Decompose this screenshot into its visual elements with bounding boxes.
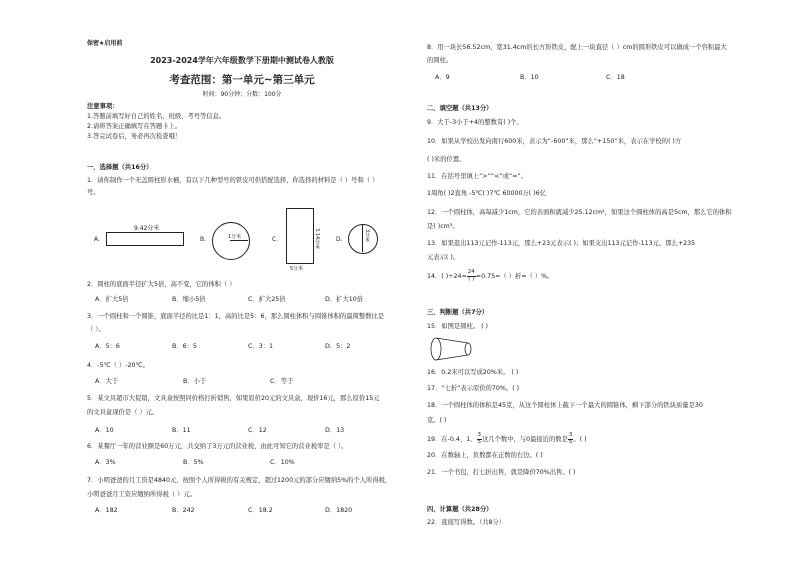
q2-option-c: C．扩大25倍 [248,296,286,303]
q6-option-a: A．3% [95,459,116,466]
question-11-row: 1周角( )2直角 -5℃( )7℃ 60000万( )6亿 [427,190,547,197]
q7-option-b: B．242 [172,507,195,514]
paper-time: 时间：90分钟；分数：100分 [202,91,282,98]
q14-numerator: 24 [467,269,475,275]
q19-denominator-2: 5 [568,438,573,445]
question-18-cont: 克。( ) [427,417,447,424]
dimension-label: 3.14分米 [314,228,320,250]
q3-option-b: B．6：5 [172,343,197,350]
section-choice: 一、选择题（共16分） [87,164,153,171]
section-fill: 二、填空题（共13分） [427,105,493,112]
question-5: 5．某文具超市大促销，文具盒按照同价格打折销售，如果原价20元的文具盒，现价16元，那么原价15元 [87,395,380,402]
q5-option-a: A．10 [95,427,114,434]
q5-option-c: C．12 [248,427,267,434]
q5-option-b: B．11 [172,427,191,434]
question-8: 8．用一块长56.52cm，宽31.4cm的长方形铁皮，配上一块直径（ ）cm的圆形铁皮可以做成一个容积最大 [427,44,727,51]
q19-middle: 这几个数中，与0最接近的数是 [482,436,568,443]
q4-option-a: A．大于 [95,378,119,385]
question-10: 10．如果从学校出发向南行600米，表示为“-600”米，那么“+150”米，表示在学校的( )方 [427,138,682,145]
q4-option-b: B．小于 [183,378,207,385]
question-17: 17．“七折”表示原价的70%。( ) [427,385,520,392]
q8-option-a: A．9 [435,74,450,81]
q8-option-c: C．18 [606,74,625,81]
frustum-figure [430,336,474,362]
note-item: 1.答题前填写好自己的姓名、班级、考号等信息。 [87,113,226,120]
circle-figure-d [348,224,378,254]
q3-option-a: A．5：6 [95,343,120,350]
question-8-cont: 的圆柱。 [427,57,453,64]
q2-option-a: A．扩大5倍 [95,296,129,303]
question-21: 21．一个书包，打七折出售，就是降价70%出售。( ) [427,469,576,476]
paper-scope: 考查范围：第一单元~第三单元 [169,74,315,86]
q6-option-c: C．10% [270,459,295,466]
question-3: 3．一个圆柱和一个圆锥，底面半径的比是1：1，高的比是5：6，那么圆柱体积与圆锥体积的最简整数比是 [87,313,385,320]
q8-option-b: B．10 [520,74,539,81]
q4-option-c: C．等于 [270,378,294,385]
question-2: 2．圆柱的底面半径扩大5倍，高不变，它的体积（ ） [87,281,236,288]
section-judge: 三、判断题（共7分） [427,309,489,316]
question-13-cont: 元表示( )。 [427,254,460,261]
question-7-cont: 小明爸爸月工资应缴纳所得税（ ）元。 [87,491,197,498]
question-12-cont: 是( )cm³。 [427,223,459,230]
q3-option-c: C．3：1 [248,343,274,350]
rectangle-figure-c [286,208,314,264]
question-7: 7．小明爸爸的月工资是4840元，按照个人所得税的有关规定，超过1200元的部分应缴纳5%的个人所得税， [87,477,392,484]
q2-option-d: D．扩大10倍 [325,296,364,303]
secret-label: 保密★启用前 [87,40,123,47]
q19-numerator-2: 3 [568,432,573,438]
note-item: 3.答完试卷后，务必再次检查哦！ [87,133,182,140]
paper-title: 2023-2024学年六年级数学下册期中测试卷人教版 [150,56,334,65]
question-12: 12．一个圆柱体，高每减少1cm，它的表面积就减少25.12cm²，如果这个圆柱体的高是5cm，那么它的体积 [427,209,732,216]
q14-fraction [467,270,476,282]
question-19 [427,433,587,445]
q3-option-d: D．5：2 [325,343,351,350]
question-15: 15．如图是圆柱。 ( ) [427,323,489,330]
section-calc: 四、计算题（共28分） [427,506,493,513]
q19-suffix: 。( ) [573,436,587,443]
question-11: 11．在括号里填上“>”“<”或“=”。 [427,173,528,180]
question-14 [427,270,553,282]
question-20: 20．在数轴上，负数都在正数的右边。( ) [427,452,543,459]
q2-option-b: B．缩小5倍 [172,296,206,303]
q5-option-d: D．13 [325,427,345,434]
option-label: D． [336,236,347,243]
q14-suffix: =0.75=（ ）折=（ ）%。 [475,273,554,280]
option-label: A． [94,236,105,243]
q14-prefix: 14．( )÷24= [427,273,467,280]
option-label: B． [200,236,211,243]
q19-prefix: 19．在-0.4、1、 [427,436,477,443]
radius-line [230,240,248,241]
question-1-cont: 号。 [87,189,100,196]
notes-title: 注意事项： [87,103,119,110]
question-22: 22．直接写得数。（共8分） [427,519,506,526]
question-6: 6．某餐厅一年的营业额是60万元，共交纳了3万元的营业税，由此可知它的营业税率是（ ）。 [87,443,348,450]
q7-option-c: C．18.2 [248,507,273,514]
note-item: 2.请将答案正确填写在答题卡上。 [87,123,182,130]
dimension-label: 1分米 [228,234,242,240]
rectangle-figure-a [106,232,184,246]
question-1: 1．请你制作一个无盖圆柱形水桶，有以下几种型号的铁皮可供搭配选择，你选择的材料是（ ）号和（ ） [87,177,379,184]
question-10-cont: ( )米的位置。 [427,156,466,163]
circle-figure-b [212,222,250,260]
q14-denominator-blank: ( ) [468,275,475,282]
q6-option-b: B．5% [183,459,204,466]
q7-option-a: A．182 [95,507,118,514]
question-4: 4．-5℃（ ）-20℃。 [87,362,149,369]
dimension-label: 3分米 [364,229,370,243]
question-9: 9．大于-3小于+4的整数有( )个。 [427,119,523,126]
option-label: C． [272,236,283,243]
q7-option-d: D．1820 [325,507,353,514]
question-13: 13．如果退出113元记作-113元，那么+23元表示( )；如果支出113元记作-113元，那么+235 [427,240,696,247]
question-5-cont: 的文具盒现价是（ ）元。 [87,409,159,416]
q19-denominator: 5 [477,438,481,445]
q19-numerator: 3 [477,432,481,438]
question-3-cont: （ ）。 [87,326,105,333]
question-16: 16．0.2米可以写成20%米。 ( ) [427,369,519,376]
dimension-label: 5分米 [290,266,304,272]
diameter-line [362,224,363,252]
dimension-label: 9.42分米 [134,225,160,232]
question-18: 18．一个圆柱体的体积是45克，从这个圆柱体上截下一个最大的圆锥体，剩下部分的铁块质量是30 [427,402,703,409]
